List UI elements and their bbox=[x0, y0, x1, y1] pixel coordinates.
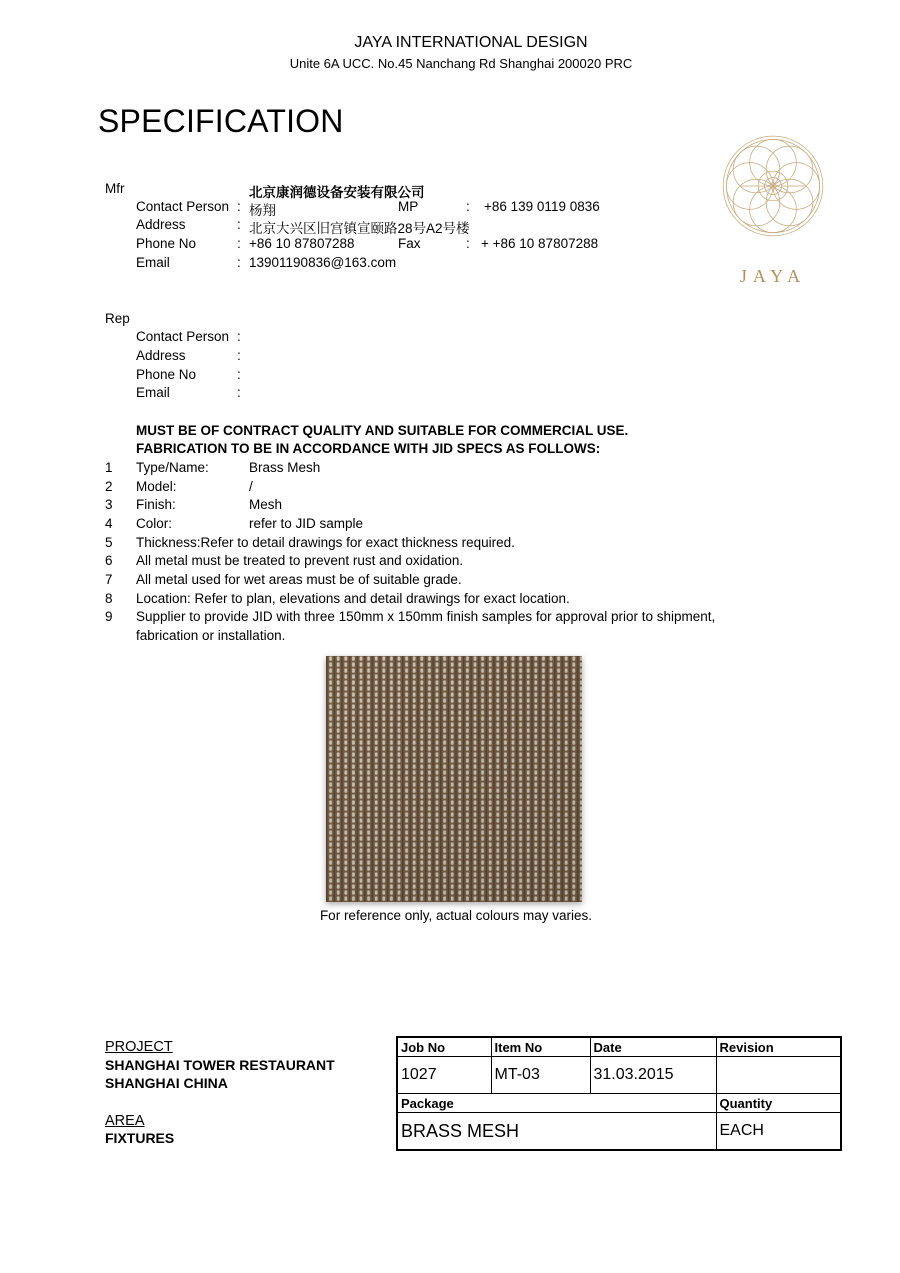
spec-text-continued: fabrication or installation. bbox=[136, 628, 286, 643]
revision-value bbox=[716, 1057, 841, 1094]
date-value: 31.03.2015 bbox=[590, 1057, 716, 1094]
company-address: Unite 6A UCC. No.45 Nanchang Rd Shanghai 200020 PRC bbox=[289, 56, 633, 71]
area-value: FIXTURES bbox=[105, 1130, 175, 1146]
spec-text: Location: Refer to plan, elevations and detail drawings for exact location. bbox=[136, 591, 570, 606]
sample-caption: For reference only, actual colours may varies. bbox=[319, 908, 593, 923]
job-no-value: 1027 bbox=[397, 1057, 491, 1094]
colon: : bbox=[237, 236, 241, 251]
mfr-fax-label: Fax bbox=[398, 236, 421, 251]
notice-line-1: MUST BE OF CONTRACT QUALITY AND SUITABLE FOR COMMERCIAL USE. bbox=[136, 423, 629, 438]
project-location: SHANGHAI CHINA bbox=[105, 1075, 228, 1091]
spec-text: Thickness:Refer to detail drawings for exact thickness required. bbox=[136, 535, 515, 550]
rep-label: Rep bbox=[105, 311, 130, 326]
spec-value: Mesh bbox=[249, 497, 283, 512]
mfr-fax-value: + +86 10 87807288 bbox=[481, 236, 599, 251]
colon: : bbox=[237, 348, 241, 363]
spec-num: 9 bbox=[105, 609, 113, 624]
item-no-value: MT-03 bbox=[491, 1057, 590, 1094]
spec-num: 7 bbox=[105, 572, 113, 587]
mfr-email-label: Email bbox=[136, 255, 170, 270]
spec-num: 4 bbox=[105, 516, 113, 531]
colon: : bbox=[237, 199, 241, 214]
notice-line-2: FABRICATION TO BE IN ACCORDANCE WITH JID SPECS AS FOLLOWS: bbox=[136, 441, 601, 456]
mfr-label: Mfr bbox=[105, 181, 125, 196]
mfr-contact-value: 杨翔 bbox=[249, 203, 276, 218]
colon: : bbox=[237, 385, 241, 400]
spec-label: Finish: bbox=[136, 497, 176, 512]
rep-phone-label: Phone No bbox=[136, 367, 197, 382]
colon: : bbox=[237, 367, 241, 382]
spec-num: 2 bbox=[105, 479, 113, 494]
mfr-mp-label: MP bbox=[398, 199, 419, 214]
spec-text: All metal must be treated to prevent rust and oxidation. bbox=[136, 553, 464, 568]
mfr-email-value: 13901190836@163.com bbox=[249, 255, 397, 270]
spec-num: 6 bbox=[105, 553, 113, 568]
spec-label: Model: bbox=[136, 479, 177, 494]
spec-value: / bbox=[249, 479, 253, 494]
quantity-header: Quantity bbox=[716, 1094, 841, 1113]
mfr-mp-value: +86 139 0119 0836 bbox=[484, 199, 600, 214]
spec-label: Color: bbox=[136, 516, 173, 531]
spec-num: 3 bbox=[105, 497, 113, 512]
date-header: Date bbox=[590, 1037, 716, 1057]
rep-address-label: Address bbox=[136, 348, 186, 363]
brass-mesh-sample-image bbox=[326, 656, 582, 902]
title-block-table bbox=[396, 1036, 842, 1151]
mfr-phone-value: +86 10 87807288 bbox=[249, 236, 355, 251]
colon: : bbox=[237, 329, 241, 344]
job-no-header: Job No bbox=[397, 1037, 491, 1057]
spec-value: Brass Mesh bbox=[249, 460, 321, 475]
project-name: SHANGHAI TOWER RESTAURANT bbox=[105, 1057, 335, 1073]
area-label: AREA bbox=[105, 1113, 145, 1129]
project-label: PROJECT bbox=[105, 1039, 173, 1055]
quantity-value: EACH bbox=[716, 1113, 841, 1151]
spec-text: All metal used for wet areas must be of suitable grade. bbox=[136, 572, 462, 587]
colon: : bbox=[466, 236, 470, 251]
revision-header: Revision bbox=[716, 1037, 841, 1057]
jaya-logo-word: JAYA bbox=[739, 266, 807, 286]
company-name: JAYA INTERNATIONAL DESIGN bbox=[354, 34, 588, 51]
colon: : bbox=[466, 199, 470, 214]
mfr-phone-label: Phone No bbox=[136, 236, 197, 251]
mfr-address-label: Address bbox=[136, 217, 186, 232]
mfr-address-value: 北京大兴区旧宫镇宣颐路28号A2号楼 bbox=[249, 221, 470, 236]
spec-num: 1 bbox=[105, 460, 113, 475]
spec-text: Supplier to provide JID with three 150mm x 150mm finish samples for approval prior to shipment, bbox=[136, 609, 716, 624]
mfr-company: 北京康润德设备安装有限公司 bbox=[249, 185, 425, 200]
rep-contact-label: Contact Person bbox=[136, 329, 230, 344]
item-no-header: Item No bbox=[491, 1037, 590, 1057]
spec-num: 5 bbox=[105, 535, 113, 550]
colon: : bbox=[237, 255, 241, 270]
package-value: BRASS MESH bbox=[397, 1113, 716, 1151]
mfr-contact-label: Contact Person bbox=[136, 199, 230, 214]
spec-num: 8 bbox=[105, 591, 113, 606]
spec-value: refer to JID sample bbox=[249, 516, 364, 531]
jaya-logo-emblem bbox=[720, 133, 826, 239]
page-title: SPECIFICATION bbox=[98, 103, 344, 139]
rep-email-label: Email bbox=[136, 385, 170, 400]
colon: : bbox=[237, 217, 241, 232]
package-header: Package bbox=[397, 1094, 716, 1113]
spec-label: Type/Name: bbox=[136, 460, 209, 475]
